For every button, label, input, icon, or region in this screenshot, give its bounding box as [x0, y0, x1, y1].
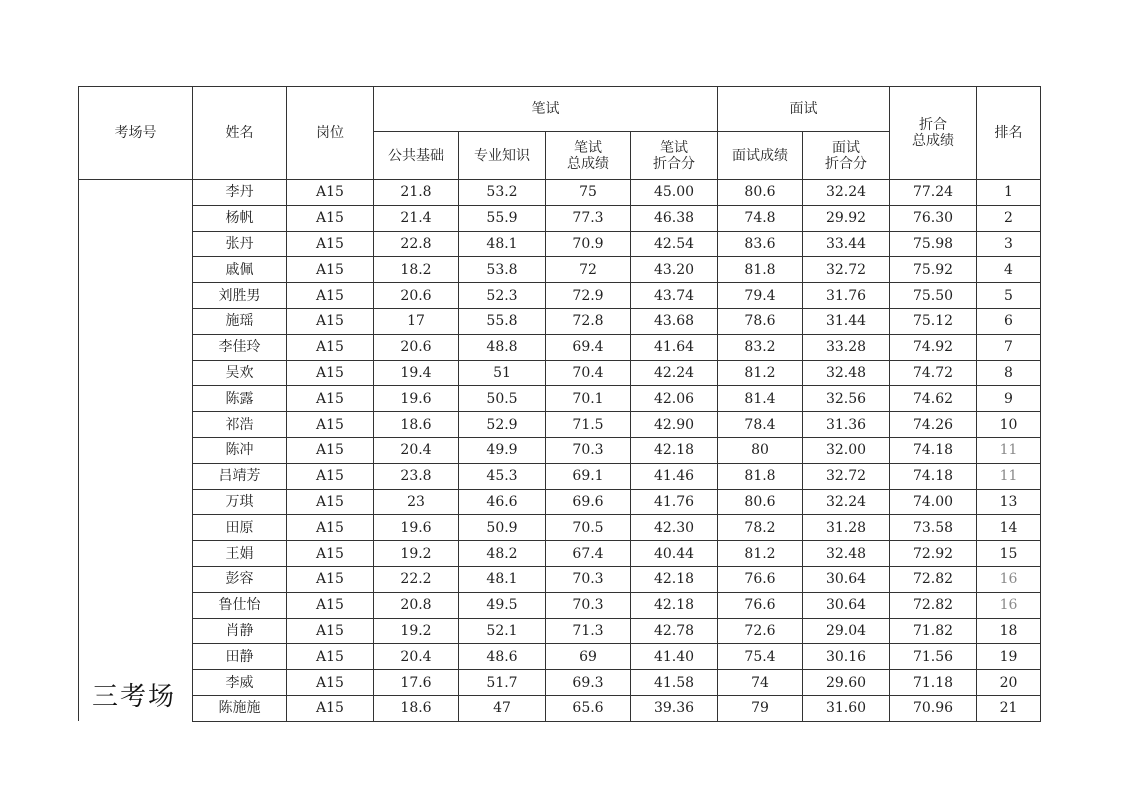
cell-interview-score: 74 — [718, 670, 803, 696]
cell-rank: 19 — [977, 644, 1041, 670]
cell-interview-conv: 29.60 — [803, 670, 890, 696]
cell-total: 72.82 — [890, 592, 977, 618]
cell-post: A15 — [287, 489, 374, 515]
header-interview-conv-line1: 面试 — [832, 139, 860, 156]
cell-professional: 50.9 — [459, 515, 546, 541]
cell-public-basic: 23 — [374, 489, 459, 515]
cell-professional: 49.9 — [459, 437, 546, 463]
cell-public-basic: 21.4 — [374, 205, 459, 231]
table-row — [79, 463, 1041, 489]
cell-interview-score: 75.4 — [718, 644, 803, 670]
cell-written-total: 71.5 — [546, 412, 631, 438]
cell-name: 万琪 — [193, 489, 287, 515]
cell-professional: 50.5 — [459, 386, 546, 412]
table-row — [79, 180, 1041, 206]
cell-total: 74.26 — [890, 412, 977, 438]
cell-written-conv: 42.18 — [631, 592, 718, 618]
cell-professional: 53.2 — [459, 180, 546, 206]
table-row — [79, 334, 1041, 360]
cell-rank: 20 — [977, 670, 1041, 696]
cell-interview-score: 72.6 — [718, 618, 803, 644]
table-row — [79, 566, 1041, 592]
cell-rank: 3 — [977, 231, 1041, 257]
cell-interview-score: 76.6 — [718, 566, 803, 592]
cell-written-conv: 39.36 — [631, 695, 718, 721]
cell-interview-conv: 32.72 — [803, 257, 890, 283]
cell-written-conv: 42.18 — [631, 437, 718, 463]
cell-post: A15 — [287, 205, 374, 231]
cell-post: A15 — [287, 566, 374, 592]
header-public-basic: 公共基础 — [374, 132, 459, 180]
cell-written-total: 71.3 — [546, 618, 631, 644]
cell-interview-score: 81.8 — [718, 463, 803, 489]
cell-professional: 46.6 — [459, 489, 546, 515]
cell-total: 74.72 — [890, 360, 977, 386]
cell-interview-conv: 32.24 — [803, 489, 890, 515]
cell-rank: 2 — [977, 205, 1041, 231]
header-written-total-line2: 总成绩 — [567, 155, 609, 172]
table-row — [79, 592, 1041, 618]
cell-name: 吕靖芳 — [193, 463, 287, 489]
header-written-conv-line2: 折合分 — [653, 155, 695, 172]
header-written-total-line1: 笔试 — [574, 139, 602, 156]
header-row-1 — [79, 87, 1041, 132]
cell-written-total: 69.6 — [546, 489, 631, 515]
header-written-conv-line1: 笔试 — [660, 139, 688, 156]
cell-rank: 1 — [977, 180, 1041, 206]
cell-public-basic: 22.2 — [374, 566, 459, 592]
header-professional: 专业知识 — [459, 132, 546, 180]
cell-public-basic: 17 — [374, 308, 459, 334]
cell-written-conv: 42.24 — [631, 360, 718, 386]
table-row — [79, 205, 1041, 231]
cell-name: 戚佩 — [193, 257, 287, 283]
table-row — [79, 283, 1041, 309]
cell-rank: 14 — [977, 515, 1041, 541]
cell-name: 李佳玲 — [193, 334, 287, 360]
cell-professional: 52.9 — [459, 412, 546, 438]
cell-written-total: 70.9 — [546, 231, 631, 257]
cell-rank: 16 — [977, 592, 1041, 618]
header-post: 岗位 — [287, 87, 374, 180]
cell-name: 彭容 — [193, 566, 287, 592]
cell-public-basic: 20.4 — [374, 437, 459, 463]
cell-written-total: 75 — [546, 180, 631, 206]
cell-rank: 16 — [977, 566, 1041, 592]
cell-professional: 47 — [459, 695, 546, 721]
cell-post: A15 — [287, 644, 374, 670]
cell-interview-score: 78.6 — [718, 308, 803, 334]
table-row — [79, 618, 1041, 644]
cell-name: 陈露 — [193, 386, 287, 412]
cell-interview-score: 79.4 — [718, 283, 803, 309]
cell-interview-conv: 29.04 — [803, 618, 890, 644]
cell-written-conv: 46.38 — [631, 205, 718, 231]
cell-total: 71.56 — [890, 644, 977, 670]
table-row — [79, 386, 1041, 412]
cell-total: 70.96 — [890, 695, 977, 721]
cell-interview-conv: 29.92 — [803, 205, 890, 231]
cell-interview-score: 80.6 — [718, 489, 803, 515]
cell-rank: 4 — [977, 257, 1041, 283]
header-written-group: 笔试 — [374, 87, 718, 132]
cell-post: A15 — [287, 437, 374, 463]
cell-interview-score: 81.2 — [718, 360, 803, 386]
cell-written-total: 70.1 — [546, 386, 631, 412]
cell-written-total: 65.6 — [546, 695, 631, 721]
cell-written-total: 72 — [546, 257, 631, 283]
cell-name: 施瑶 — [193, 308, 287, 334]
cell-post: A15 — [287, 592, 374, 618]
table-row — [79, 489, 1041, 515]
cell-interview-score: 83.2 — [718, 334, 803, 360]
cell-professional: 51 — [459, 360, 546, 386]
cell-total: 75.92 — [890, 257, 977, 283]
cell-interview-conv: 31.60 — [803, 695, 890, 721]
cell-written-conv: 40.44 — [631, 541, 718, 567]
cell-written-conv: 43.68 — [631, 308, 718, 334]
cell-professional: 48.2 — [459, 541, 546, 567]
cell-post: A15 — [287, 670, 374, 696]
cell-interview-score: 81.8 — [718, 257, 803, 283]
cell-interview-conv: 32.72 — [803, 463, 890, 489]
cell-post: A15 — [287, 257, 374, 283]
cell-name: 张丹 — [193, 231, 287, 257]
cell-written-total: 77.3 — [546, 205, 631, 231]
cell-post: A15 — [287, 308, 374, 334]
header-interview-conv-line2: 折合分 — [825, 155, 867, 172]
table-row — [79, 308, 1041, 334]
cell-total: 75.50 — [890, 283, 977, 309]
cell-written-total: 70.3 — [546, 592, 631, 618]
cell-public-basic: 18.2 — [374, 257, 459, 283]
cell-written-total: 70.5 — [546, 515, 631, 541]
cell-public-basic: 19.4 — [374, 360, 459, 386]
table-row — [79, 644, 1041, 670]
table-row — [79, 360, 1041, 386]
cell-name: 李丹 — [193, 180, 287, 206]
cell-total: 75.12 — [890, 308, 977, 334]
cell-written-total: 67.4 — [546, 541, 631, 567]
cell-public-basic: 20.8 — [374, 592, 459, 618]
cell-professional: 51.7 — [459, 670, 546, 696]
cell-written-conv: 41.58 — [631, 670, 718, 696]
cell-interview-conv: 32.48 — [803, 360, 890, 386]
cell-interview-conv: 30.64 — [803, 566, 890, 592]
cell-written-total: 69.3 — [546, 670, 631, 696]
cell-post: A15 — [287, 541, 374, 567]
cell-written-total: 72.8 — [546, 308, 631, 334]
table-body — [79, 180, 1041, 722]
header-total-conv — [890, 87, 977, 180]
cell-public-basic: 19.2 — [374, 618, 459, 644]
cell-rank: 11 — [977, 437, 1041, 463]
cell-name: 鲁仕怡 — [193, 592, 287, 618]
cell-post: A15 — [287, 695, 374, 721]
venue-label: 三考场 — [92, 682, 177, 712]
cell-name: 陈施施 — [193, 695, 287, 721]
cell-written-conv: 41.40 — [631, 644, 718, 670]
cell-interview-score: 81.4 — [718, 386, 803, 412]
header-venue: 考场号 — [79, 87, 193, 180]
cell-total: 73.58 — [890, 515, 977, 541]
cell-name: 田静 — [193, 644, 287, 670]
cell-name: 杨帆 — [193, 205, 287, 231]
cell-post: A15 — [287, 334, 374, 360]
cell-public-basic: 20.6 — [374, 334, 459, 360]
cell-professional: 52.3 — [459, 283, 546, 309]
cell-post: A15 — [287, 515, 374, 541]
cell-public-basic: 18.6 — [374, 695, 459, 721]
header-written-conv — [631, 132, 718, 180]
cell-public-basic: 19.2 — [374, 541, 459, 567]
cell-name: 吴欢 — [193, 360, 287, 386]
cell-rank: 21 — [977, 695, 1041, 721]
cell-name: 王娟 — [193, 541, 287, 567]
cell-rank: 18 — [977, 618, 1041, 644]
cell-total: 74.18 — [890, 437, 977, 463]
header-total-conv-line1: 折合 — [919, 117, 947, 133]
cell-professional: 55.9 — [459, 205, 546, 231]
cell-post: A15 — [287, 463, 374, 489]
table-row — [79, 541, 1041, 567]
table-row — [79, 231, 1041, 257]
cell-total: 71.82 — [890, 618, 977, 644]
cell-post: A15 — [287, 386, 374, 412]
cell-public-basic: 21.8 — [374, 180, 459, 206]
cell-interview-conv: 33.28 — [803, 334, 890, 360]
cell-written-total: 70.3 — [546, 566, 631, 592]
cell-post: A15 — [287, 283, 374, 309]
header-written-total — [546, 132, 631, 180]
header-interview-group: 面试 — [718, 87, 890, 132]
cell-interview-conv: 33.44 — [803, 231, 890, 257]
cell-rank: 5 — [977, 283, 1041, 309]
cell-written-conv: 42.54 — [631, 231, 718, 257]
cell-interview-conv: 31.36 — [803, 412, 890, 438]
cell-interview-conv: 31.28 — [803, 515, 890, 541]
cell-public-basic: 19.6 — [374, 515, 459, 541]
cell-interview-score: 80 — [718, 437, 803, 463]
cell-written-conv: 42.06 — [631, 386, 718, 412]
cell-post: A15 — [287, 360, 374, 386]
cell-professional: 48.8 — [459, 334, 546, 360]
cell-interview-score: 76.6 — [718, 592, 803, 618]
cell-public-basic: 20.4 — [374, 644, 459, 670]
cell-name: 祁浩 — [193, 412, 287, 438]
cell-professional: 48.1 — [459, 231, 546, 257]
cell-interview-conv: 30.16 — [803, 644, 890, 670]
header-name: 姓名 — [193, 87, 287, 180]
cell-professional: 48.6 — [459, 644, 546, 670]
cell-written-conv: 45.00 — [631, 180, 718, 206]
cell-total: 74.18 — [890, 463, 977, 489]
cell-written-conv: 42.78 — [631, 618, 718, 644]
cell-interview-conv: 31.44 — [803, 308, 890, 334]
cell-total: 74.00 — [890, 489, 977, 515]
cell-rank: 6 — [977, 308, 1041, 334]
cell-professional: 55.8 — [459, 308, 546, 334]
cell-professional: 53.8 — [459, 257, 546, 283]
score-table — [78, 86, 1041, 722]
cell-total: 77.24 — [890, 180, 977, 206]
cell-name: 李威 — [193, 670, 287, 696]
venue-cell — [79, 180, 193, 722]
table-row — [79, 695, 1041, 721]
cell-interview-score: 79 — [718, 695, 803, 721]
cell-written-conv: 43.74 — [631, 283, 718, 309]
cell-professional: 49.5 — [459, 592, 546, 618]
cell-name: 刘胜男 — [193, 283, 287, 309]
cell-interview-conv: 31.76 — [803, 283, 890, 309]
cell-professional: 45.3 — [459, 463, 546, 489]
cell-professional: 52.1 — [459, 618, 546, 644]
cell-interview-score: 81.2 — [718, 541, 803, 567]
table-row — [79, 412, 1041, 438]
cell-rank: 8 — [977, 360, 1041, 386]
cell-total: 72.82 — [890, 566, 977, 592]
cell-total: 75.98 — [890, 231, 977, 257]
table-row — [79, 515, 1041, 541]
cell-public-basic: 20.6 — [374, 283, 459, 309]
cell-total: 74.92 — [890, 334, 977, 360]
cell-post: A15 — [287, 618, 374, 644]
cell-total: 74.62 — [890, 386, 977, 412]
cell-professional: 48.1 — [459, 566, 546, 592]
header-interview-score: 面试成绩 — [718, 132, 803, 180]
cell-rank: 13 — [977, 489, 1041, 515]
cell-written-total: 70.3 — [546, 437, 631, 463]
cell-interview-conv: 30.64 — [803, 592, 890, 618]
cell-public-basic: 18.6 — [374, 412, 459, 438]
table-row — [79, 257, 1041, 283]
table-row — [79, 437, 1041, 463]
cell-written-total: 69.4 — [546, 334, 631, 360]
cell-public-basic: 19.6 — [374, 386, 459, 412]
cell-rank: 15 — [977, 541, 1041, 567]
cell-interview-score: 80.6 — [718, 180, 803, 206]
header-total-conv-line2: 总成绩 — [912, 133, 954, 149]
cell-rank: 10 — [977, 412, 1041, 438]
cell-name: 肖静 — [193, 618, 287, 644]
cell-written-conv: 42.30 — [631, 515, 718, 541]
cell-written-conv: 41.64 — [631, 334, 718, 360]
cell-post: A15 — [287, 231, 374, 257]
cell-written-conv: 41.46 — [631, 463, 718, 489]
cell-interview-score: 83.6 — [718, 231, 803, 257]
cell-total: 72.92 — [890, 541, 977, 567]
cell-total: 76.30 — [890, 205, 977, 231]
cell-written-total: 69.1 — [546, 463, 631, 489]
header-interview-conv — [803, 132, 890, 180]
cell-name: 陈冲 — [193, 437, 287, 463]
cell-written-total: 70.4 — [546, 360, 631, 386]
header-rank: 排名 — [977, 87, 1041, 180]
cell-rank: 7 — [977, 334, 1041, 360]
cell-interview-conv: 32.56 — [803, 386, 890, 412]
cell-total: 71.18 — [890, 670, 977, 696]
cell-rank: 11 — [977, 463, 1041, 489]
cell-public-basic: 23.8 — [374, 463, 459, 489]
cell-rank: 9 — [977, 386, 1041, 412]
cell-written-total: 72.9 — [546, 283, 631, 309]
cell-written-conv: 42.18 — [631, 566, 718, 592]
cell-written-conv: 42.90 — [631, 412, 718, 438]
table-row — [79, 670, 1041, 696]
cell-name: 田原 — [193, 515, 287, 541]
cell-interview-conv: 32.48 — [803, 541, 890, 567]
cell-written-total: 69 — [546, 644, 631, 670]
cell-interview-score: 78.2 — [718, 515, 803, 541]
cell-post: A15 — [287, 180, 374, 206]
cell-public-basic: 17.6 — [374, 670, 459, 696]
cell-post: A15 — [287, 412, 374, 438]
cell-interview-conv: 32.00 — [803, 437, 890, 463]
cell-interview-score: 78.4 — [718, 412, 803, 438]
cell-interview-conv: 32.24 — [803, 180, 890, 206]
cell-interview-score: 74.8 — [718, 205, 803, 231]
cell-written-conv: 43.20 — [631, 257, 718, 283]
cell-written-conv: 41.76 — [631, 489, 718, 515]
cell-public-basic: 22.8 — [374, 231, 459, 257]
